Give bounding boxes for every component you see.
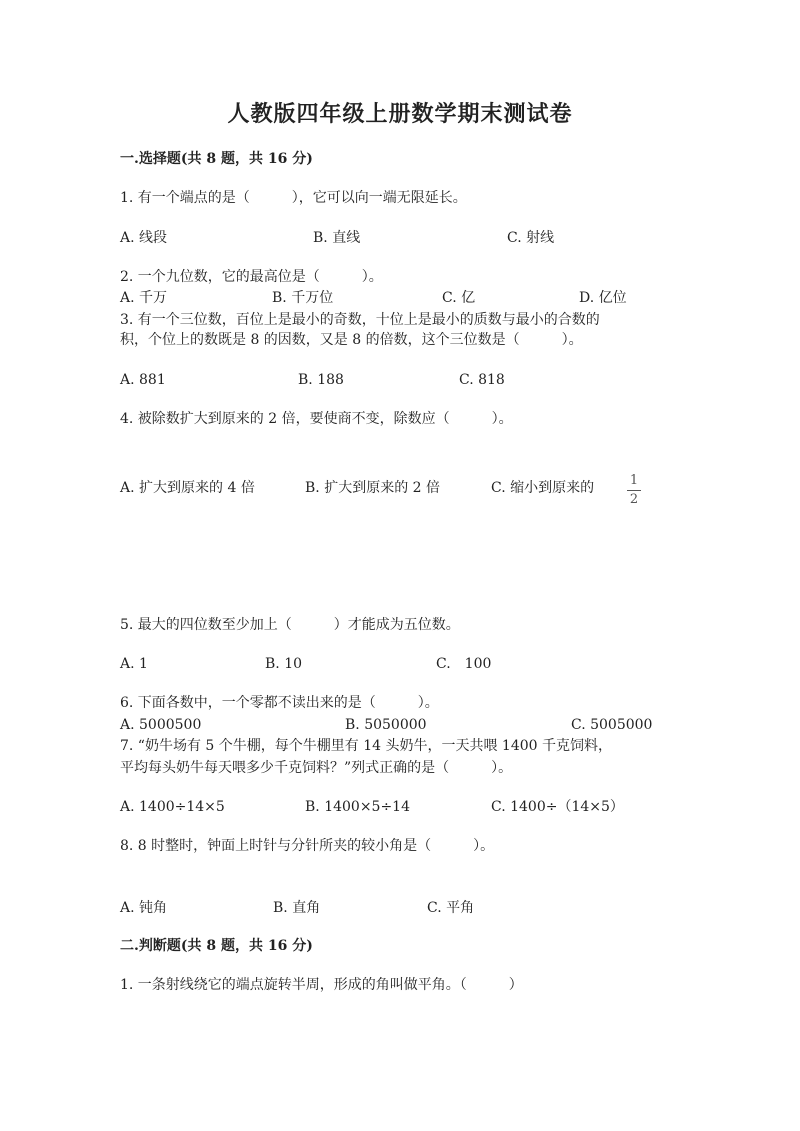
option-c: C. 亿	[442, 290, 476, 306]
option-b: B. 直角	[273, 900, 321, 916]
option-b: B. 5050000	[345, 717, 427, 733]
fraction-denominator: 2	[629, 492, 639, 507]
option-a: A. 钝角	[120, 900, 168, 916]
option-c: C. 平角	[427, 900, 475, 916]
option-a: A. 扩大到原来的 4 倍	[120, 480, 255, 496]
question-stem: 8. 8 时整时，钟面上时针与分针所夹的较小角是（ ）。	[120, 838, 495, 854]
option-a: A. 5000500	[120, 717, 202, 733]
option-c: C. 100	[436, 656, 492, 672]
option-b: B. 直线	[313, 230, 361, 246]
section-heading-choice: 一.选择题(共 8 题，共 16 分)	[120, 151, 313, 167]
option-c: C. 1400÷（14×5）	[491, 799, 624, 815]
question-stem-line-2: 平均每头奶牛每天喂多少千克饲料？”列式正确的是（ ）。	[120, 760, 513, 776]
option-a: A. 1400÷14×5	[120, 799, 225, 815]
fraction-one-half	[627, 474, 641, 507]
option-b: B. 188	[298, 372, 344, 388]
question-stem: 6. 下面各数中，一个零都不读出来的是（ ）。	[120, 695, 439, 711]
option-b: B. 1400×5÷14	[305, 799, 410, 815]
question-stem: 7. “奶牛场有 5 个牛棚，每个牛棚里有 14 头奶牛，一天共喂 1400 千克饲料，	[120, 738, 613, 754]
option-c: C. 5005000	[571, 717, 653, 733]
question-stem: 1. 有一个端点的是（ ），它可以向一端无限延长。	[120, 190, 467, 206]
option-b: B. 10	[265, 656, 303, 672]
question-stem: 5. 最大的四位数至少加上（ ）才能成为五位数。	[120, 617, 460, 633]
question-stem: 3. 有一个三位数，百位上是最小的奇数，十位上是最小的质数与最小的合数的	[120, 312, 600, 328]
fraction-bar	[627, 490, 641, 491]
option-b: B. 扩大到原来的 2 倍	[305, 480, 440, 496]
question-stem: 4. 被除数扩大到原来的 2 倍，要使商不变，除数应（ ）。	[120, 411, 513, 427]
question-stem: 2. 一个九位数，它的最高位是（ ）。	[120, 269, 383, 285]
option-b: B. 千万位	[272, 290, 334, 306]
option-a: A. 1	[120, 656, 148, 672]
option-a: A. 881	[120, 372, 166, 388]
option-d: D. 亿位	[579, 290, 627, 306]
question-stem-line-2: 积，个位上的数既是 8 的因数，又是 8 的倍数，这个三位数是（ ）。	[120, 332, 583, 348]
option-c: C. 818	[459, 372, 505, 388]
judge-question-stem: 1. 一条射线绕它的端点旋转半周，形成的角叫做平角。（ ）	[120, 977, 523, 993]
option-a: A. 千万	[120, 290, 168, 306]
option-c: C. 射线	[507, 230, 555, 246]
fraction-numerator: 1	[629, 473, 639, 488]
page-title: 人教版四年级上册数学期末测试卷	[227, 101, 573, 127]
option-c: C. 缩小到原来的	[491, 480, 595, 496]
section-heading-judge: 二.判断题(共 8 题，共 16 分)	[120, 938, 313, 954]
option-a: A. 线段	[120, 230, 168, 246]
